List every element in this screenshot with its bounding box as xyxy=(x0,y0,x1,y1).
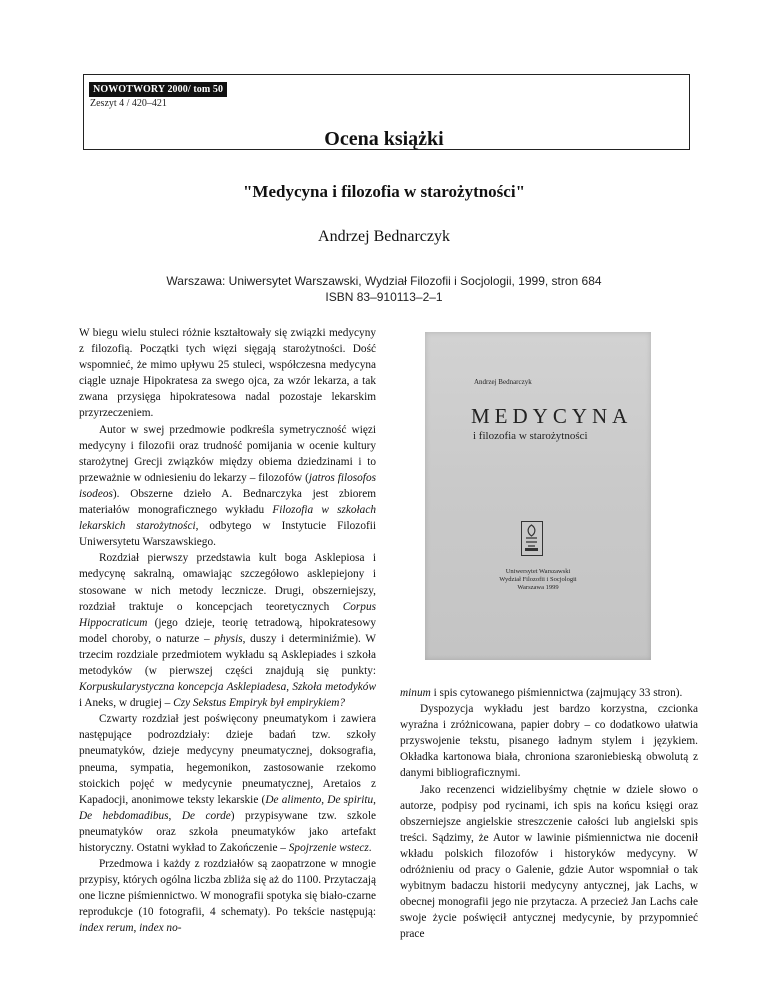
cover-publisher: Uniwersytet Warszawski Wydział Filozofii i Socjologii Warszawa 1999 xyxy=(499,568,577,591)
paragraph: Rozdział pierwszy przedstawia kult boga Asklepiosa i medycynę sakralną, omawiając szczegółowo asklepiejony i stosowane w nich metody lecznicze. Drugi, obszerniejszy, rozdział traktuje o koncepcjach teoretycznych Corpus Hippocraticum (jego dzieje, teorię tetradową, hipokratesowy model choroby, o naturze – physis, duszy i determiniźmie). W trzecim rozdziale przedmiotem wykładu są Asklepiades i szkoła metodyków (w pierwszej części znajdują się punkty: Korpuskularystyczna koncepcja Asklepiadesa, Szkoła metodyków i Aneks, w drugiej – Czy Sekstus Empiryk był empirykiem? xyxy=(79,552,376,710)
cover-subtitle: i filozofia w starożytności xyxy=(473,430,588,442)
journal-badge: NOWOTWORY 2000/ tom 50 xyxy=(89,82,227,97)
book-cover-image xyxy=(425,332,651,660)
paragraph: Dyspozycja wykładu jest bardzo korzystna, czcionka wyraźna i zróżnicowana, papier dobry – co dodatkowo ułatwia przyswojenie tekstu, pisanego ładnym stylem i językiem. Okładka kartonowa biała, chroniona szaroniebieską obwolutą z danymi bibliograficznymi. xyxy=(400,703,698,780)
paragraph: Przedmowa i każdy z rozdziałów są zaopatrzone w mnogie przypisy, których ogólna liczba zbliża się aż do 1100. Przytaczają one liczne piśmiennictwo. W monografii spotyka się biało-czarne reprodukcje (10 fotografii, 4 schematy). Po tekście następują: index rerum, index no- xyxy=(79,858,376,935)
isbn-line: ISBN 83–910113–2–1 xyxy=(325,290,443,304)
cover-author: Andrzej Bednarczyk xyxy=(474,378,532,386)
paragraph: minum i spis cytowanego piśmiennictwa (zajmujący 33 stron). xyxy=(400,687,683,699)
paragraph: Autor w swej przedmowie podkreśla symetryczność więzi medycyny i filozofii oraz trudność pomijania w ocenie kultury starożytnej Grecji związków między obiema dziedzinami i to przeważnie w odniesieniu do lekarzy – filozofów (jatros filosofos isodeos). Obszerne dzieło A. Bednarczyka jest zbiorem materiałów monograficznego wykładu Filozofia w szkołach lekarskich starożytności, odbytego w Instytucie Filozofii Uniwersytetu Warszawskiego. xyxy=(79,423,377,549)
publication-line: Warszawa: Uniwersytet Warszawski, Wydział Filozofii i Socjologii, 1999, stron 684 xyxy=(166,274,602,288)
book-title: "Medycyna i filozofia w starożytności" xyxy=(242,182,526,201)
left-column xyxy=(79,325,376,937)
book-author: Andrzej Bednarczyk xyxy=(318,228,450,245)
paragraph: Jako recenzenci widzielibyśmy chętnie w dziele słowo o autorze, podpisy pod rycinami, ich spis na końcu księgi oraz obszerniejsze angielskie streszczenie całości lub angielski spis treści. Sądzimy, że Autor w lawinie piśmiennictwa nie docenił wkładu polskich filozofów i historyków medycyny. W odróżnieniu od pracy o Galenie, gdzie Autor wspomniał o tak wybitnym badaczu historii medycyny antycznej, jak Lachs, w obecnej monografii jego nie przytacza. A przecież Jan Lachs całe swoje życie poświęcił antycznej medycynie, by przypomnieć prace xyxy=(400,783,698,941)
cover-title: MEDYCYNA xyxy=(471,404,633,428)
paragraph: Czwarty rozdział jest poświęcony pneumatykom i zawiera następujące podrozdziały: dzieje badań tzw. szkoły pneumatyków, dzieje medycyny pneumatycznej, doksografia, pneuma, sympatia, hegemonikon, zastosowanie rzekomo stoickich pojęć w medycynie pneumatycznej, Aretaios z Kapadocji, anonimowe teksty lekarskie (De alimento, De spiritu, De hebdomadibus, De corde) przypisywane tzw. szkole pneumatyków oraz szkoła pneumatyków jako artefakt historyczny. Ostatni wykład to Zakończenie – Spojrzenie wstecz. xyxy=(79,713,376,854)
paragraph: W biegu wielu stuleci różnie kształtowały się związki medycyny z filozofią. Początki tych więzi sięgają starożytności. Dość wspomnieć, że mimo upływu 25 stuleci, współczesna medycyna ciągle uznaje Hipokratesa za swego ojca, za wzór lekarza, a tak zwana przysięga hipokratesowa nadal pozostaje lekarskim przyrzeczeniem. xyxy=(79,327,376,420)
issue-line: Zeszyt 4 / 420–421 xyxy=(90,98,167,109)
section-title: Ocena książki xyxy=(324,128,444,150)
right-column xyxy=(400,685,698,943)
university-logo-icon xyxy=(521,521,543,556)
